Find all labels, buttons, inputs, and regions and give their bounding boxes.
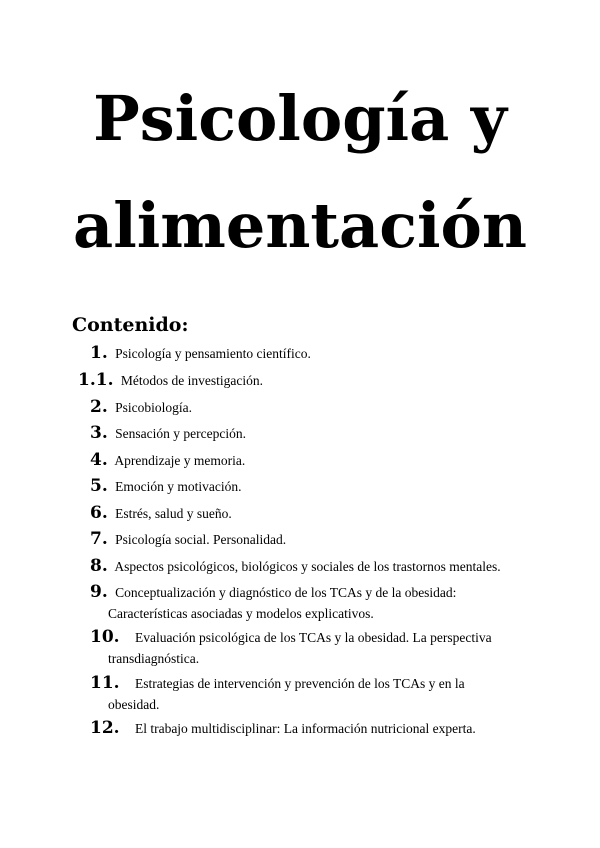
document-title-line-2: alimentación <box>73 189 527 262</box>
toc-number: 2. <box>90 397 108 417</box>
toc-text: Estrés, salud y sueño. <box>115 506 232 521</box>
toc-entry-4 <box>90 449 245 472</box>
toc-text: El trabajo multidisciplinar: La información nutricional experta. <box>134 721 476 736</box>
toc-entry-1 <box>90 342 311 365</box>
toc-entry-2 <box>90 396 192 419</box>
toc-text-continued: obesidad. <box>108 697 160 712</box>
toc-number: 8. <box>90 556 108 576</box>
toc-entry-1-1 <box>78 369 263 392</box>
toc-text: Psicología y pensamiento científico. <box>115 346 311 361</box>
toc-entry-6 <box>90 502 232 525</box>
toc-entry-7 <box>90 528 286 551</box>
toc-entry-10 <box>90 626 492 669</box>
toc-text: Conceptualización y diagnóstico de los TCAs y de la obesidad: <box>115 585 457 600</box>
toc-text: Psicobiología. <box>115 400 192 415</box>
toc-entry-9 <box>90 581 456 624</box>
toc-number: 12. <box>90 718 120 738</box>
toc-text: Psicología social. Personalidad. <box>115 532 287 547</box>
toc-entry-5 <box>90 475 241 498</box>
document-title-line-1: Psicología y <box>93 82 507 155</box>
toc-number: 6. <box>90 503 108 523</box>
toc-text: Evaluación psicológica de los TCAs y la obesidad. La perspectiva <box>134 630 492 645</box>
toc-number: 11. <box>90 673 120 693</box>
toc-number: 10. <box>90 627 120 647</box>
toc-number: 1. <box>90 343 108 363</box>
toc-text: Estrategias de intervención y prevención de los TCAs y en la <box>134 676 465 691</box>
toc-number: 5. <box>90 476 108 496</box>
toc-text: Aspectos psicológicos, biológicos y sociales de los trastornos mentales. <box>114 559 501 574</box>
toc-text-continued: transdiagnóstica. <box>108 651 200 666</box>
contents-heading: Contenido: <box>72 314 189 336</box>
toc-text-continued: Características asociadas y modelos explicativos. <box>108 606 374 621</box>
toc-entry-12 <box>90 717 476 740</box>
toc-text: Emoción y motivación. <box>115 479 242 494</box>
toc-text: Aprendizaje y memoria. <box>114 453 246 468</box>
toc-number: 3. <box>90 423 108 443</box>
toc-text: Métodos de investigación. <box>120 373 263 388</box>
toc-entry-11 <box>90 672 465 715</box>
toc-text: Sensación y percepción. <box>115 426 246 441</box>
toc-number: 7. <box>90 529 108 549</box>
toc-number: 1.1. <box>78 370 114 390</box>
toc-number: 4. <box>90 450 108 470</box>
toc-entry-3 <box>90 422 246 445</box>
toc-entry-8 <box>90 555 501 578</box>
toc-number: 9. <box>90 582 108 602</box>
